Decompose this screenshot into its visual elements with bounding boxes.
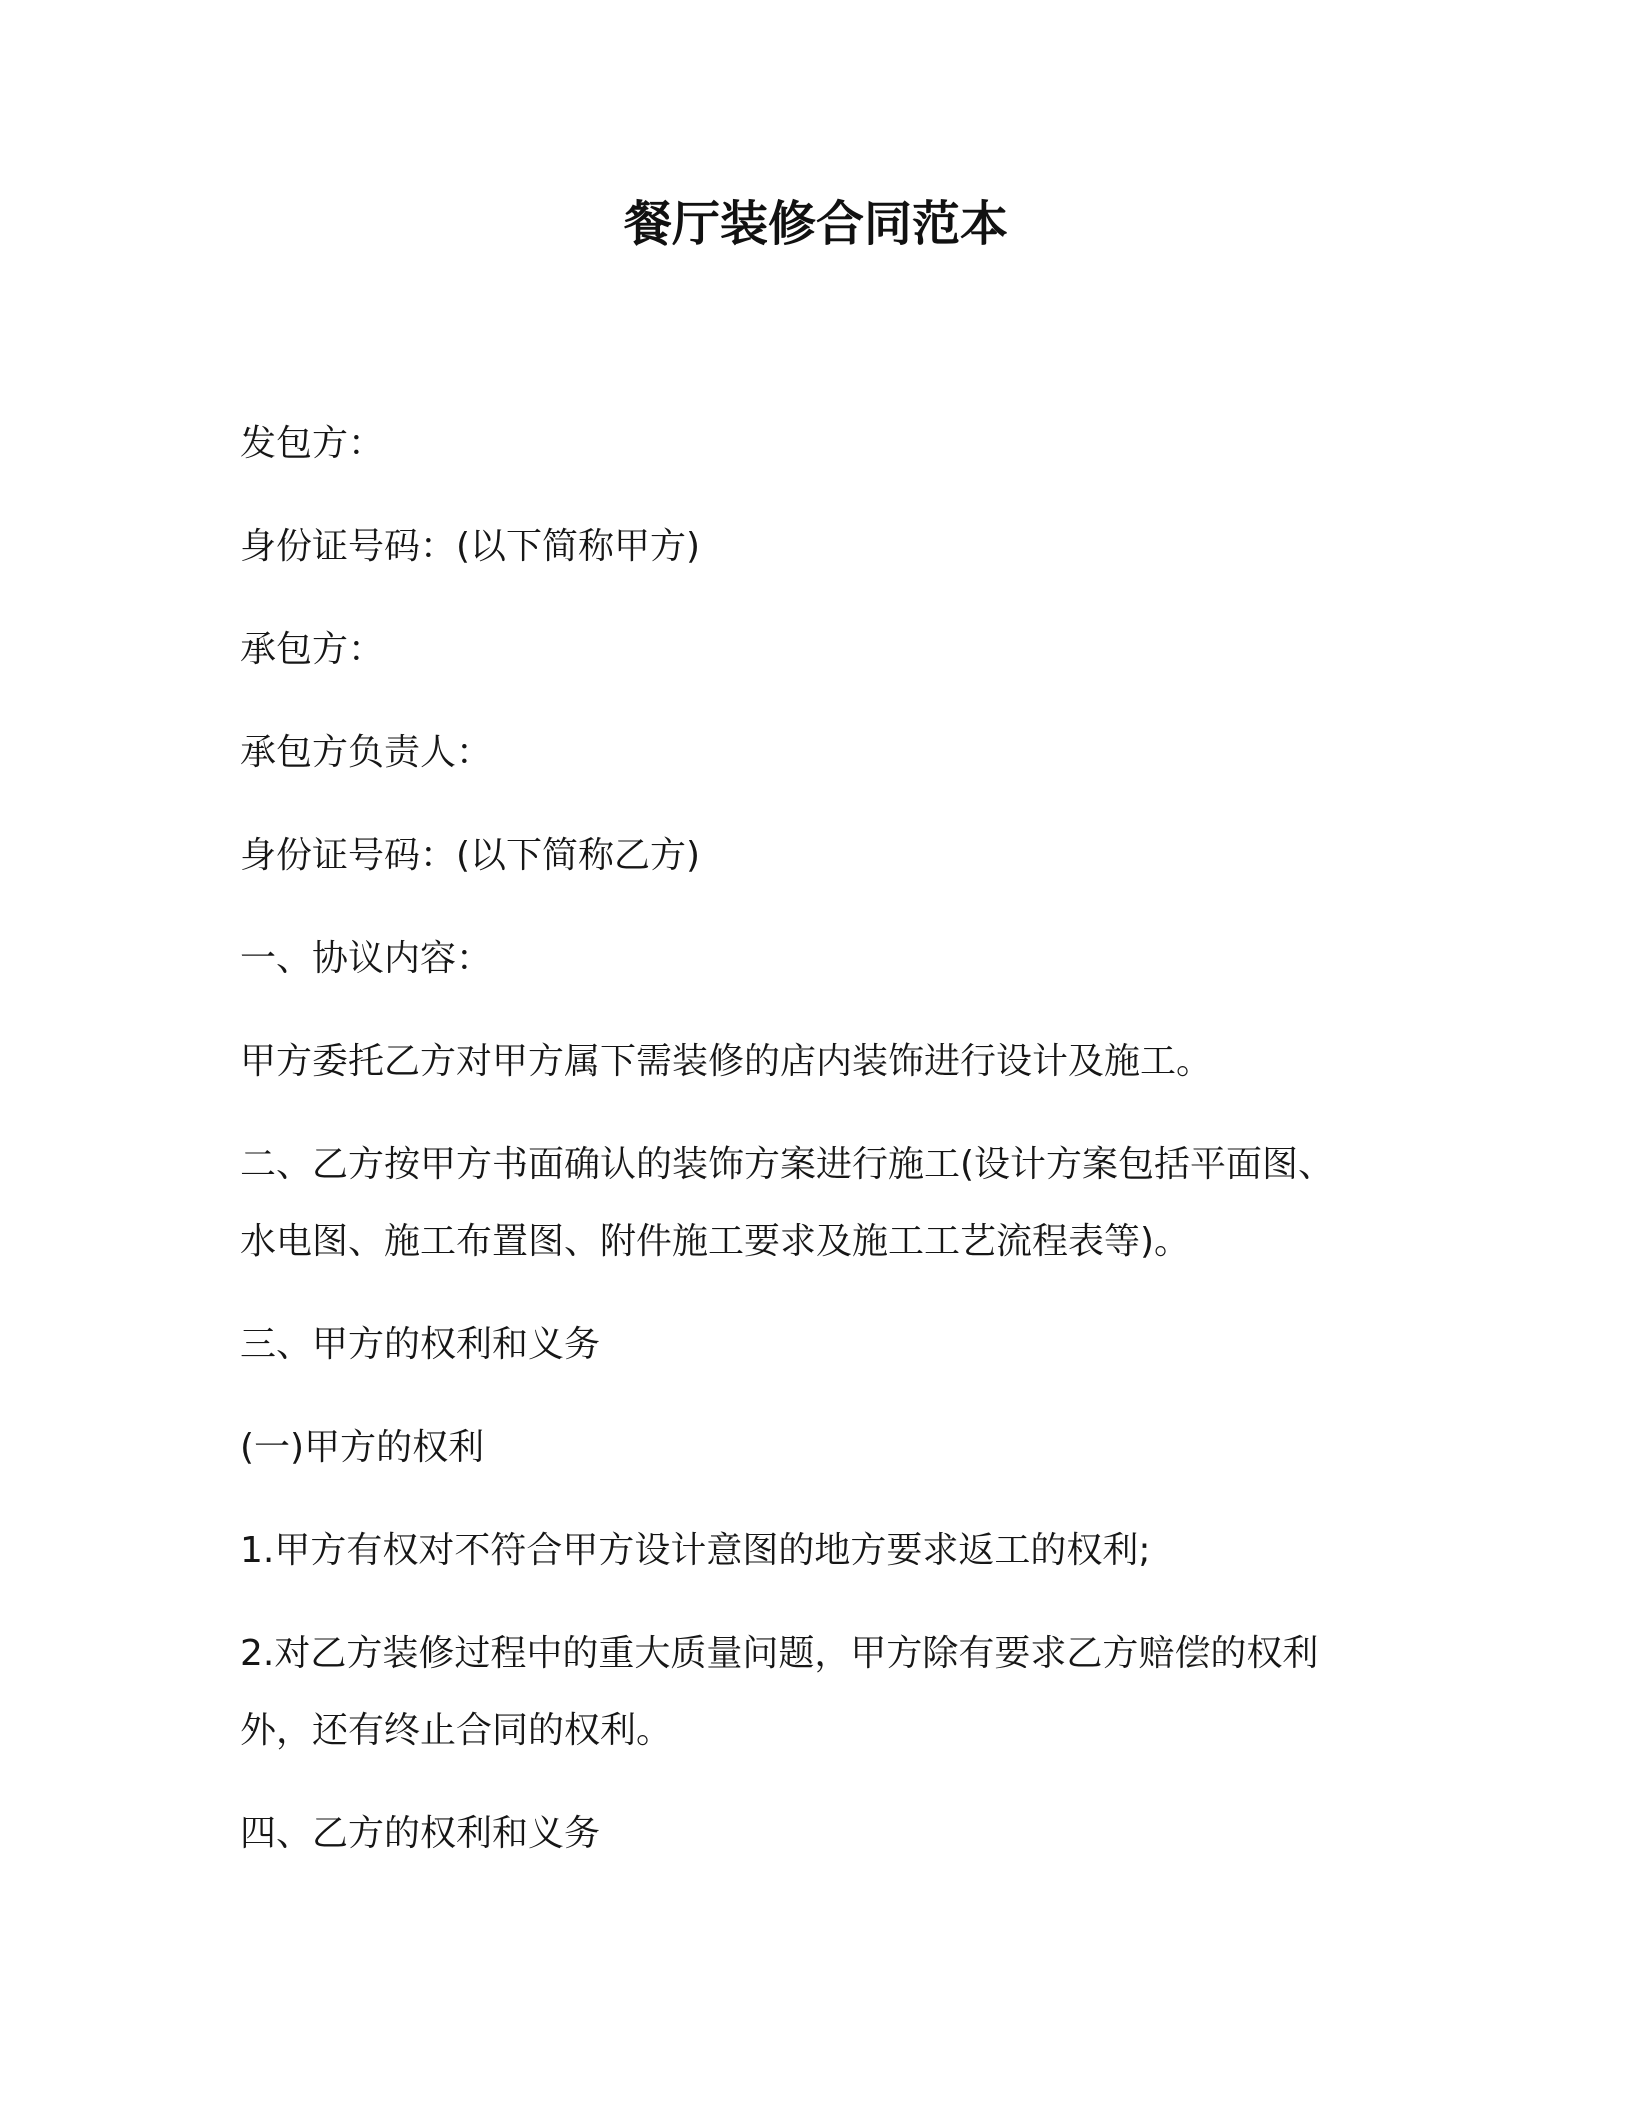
clause-paragraph	[240, 1615, 1440, 1769]
contractor-client-field	[240, 405, 1440, 482]
party-b-id-field	[240, 817, 1440, 894]
section-heading	[240, 1306, 1440, 1383]
text-line: 1.甲方有权对不符合甲方设计意图的地方要求返工的权利;	[240, 1530, 1151, 1571]
text-line: 二、乙方按甲方书面确认的装饰方案进行施工(设计方案包括平面图、	[240, 1144, 1335, 1185]
text-line: 承包方负责人：	[240, 732, 493, 773]
section-heading	[240, 920, 1440, 997]
party-a-id-field	[240, 508, 1440, 585]
document-title: 餐厅装修合同范本	[623, 196, 1008, 252]
text-line: 2.对乙方装修过程中的重大质量问题，甲方除有要求乙方赔偿的权利	[240, 1633, 1319, 1674]
section-heading	[240, 1795, 1440, 1872]
text-line: 三、甲方的权利和义务	[240, 1324, 601, 1365]
text-line: 一、协议内容：	[240, 938, 493, 979]
contractor-field	[240, 611, 1440, 688]
text-line: 水电图、施工布置图、附件施工要求及施工工艺流程表等)。	[240, 1221, 1191, 1262]
text-line: 甲方委托乙方对甲方属下需装修的店内装饰进行设计及施工。	[240, 1041, 1213, 1082]
document-body	[240, 405, 1440, 1898]
text-line: 承包方：	[240, 629, 385, 670]
text-line: 发包方：	[240, 423, 385, 464]
text-line: 四、乙方的权利和义务	[240, 1813, 601, 1854]
agreement-paragraph	[240, 1023, 1440, 1100]
text-line: 外，还有终止合同的权利。	[240, 1710, 673, 1751]
subsection-heading	[240, 1409, 1440, 1486]
text-line: 身份证号码：(以下简称乙方)	[240, 835, 701, 876]
section-paragraph	[240, 1126, 1440, 1280]
text-line: (一)甲方的权利	[240, 1427, 485, 1468]
text-line: 身份证号码：(以下简称甲方)	[240, 526, 701, 567]
contractor-representative-field	[240, 714, 1440, 791]
clause-paragraph	[240, 1512, 1440, 1589]
